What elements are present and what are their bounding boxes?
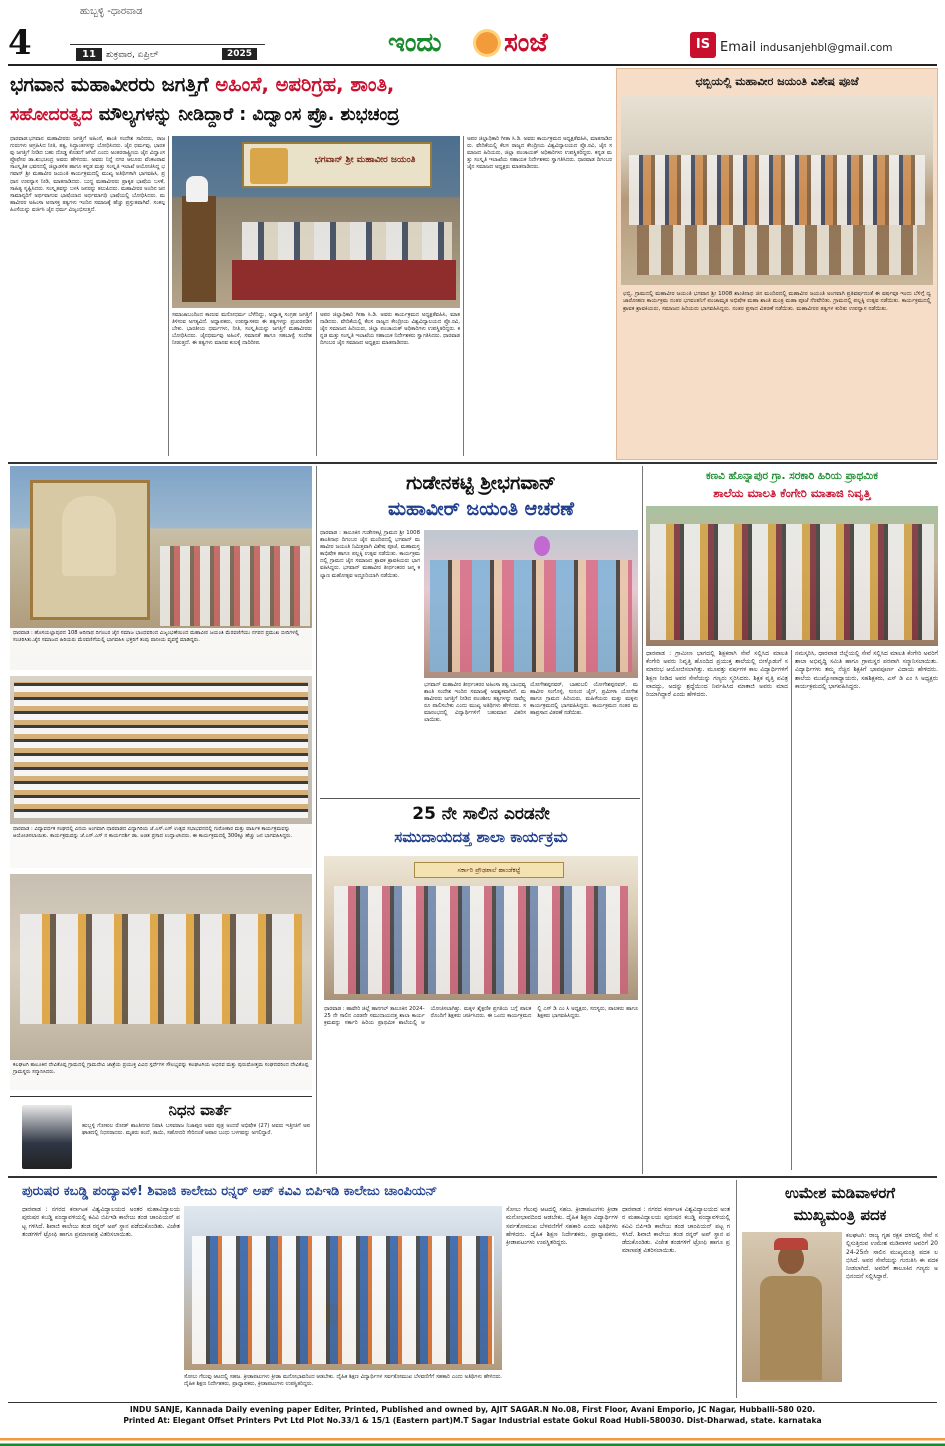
right-story-headline [646,468,938,502]
year: 2025 [222,48,257,60]
audience-rows [14,682,308,818]
table-cloth [232,260,456,300]
officer-cap [774,1238,808,1250]
tricolor-bar [0,1438,945,1446]
kabaddi-col-under-photo: ಸೋಲು ಗೆಲುವು ಆಟದಲ್ಲಿ ಸಹಜ. ಕ್ರೀಡಾಪಟುಗಳು ಕ್ರೀಡಾ ಮನೋಭಾವದಿಂದ ಆಡಬೇಕು. ದೈಹಿಕ ಶಿಕ್ಷಣ ವಿದ್ಯಾರ್ಥಿಗಳ ಸರ್ವತೋಮುಖ ಬೆಳವಣಿಗೆಗೆ ಸಹಕಾರಿ ಎಂದು ಅತಿಥಿಗಳು ಹೇಳಿದರು. ದೈಹಿಕ ಶಿಕ್ಷಣ ನಿರ್ದೇಶಕರು, ಪ್ರಾಧ್ಯಾಪಕರು, ಕ್ರೀಡಾಪಟುಗಳು ಉಪಸ್ಥಿತರಿದ್ದರು. [184,1374,502,1388]
medal-body: ಕಲಘಟಗಿ: ರಾಜ್ಯ ಗೃಹ ರಕ್ಷಕ ದಳದಲ್ಲಿ ಸೇವೆ ಸಲ್ಲಿಸುತ್ತಿರುವ ಉಮೇಶ ಮಡಿವಾಳರ ಅವರಿಗೆ 2024-25ನೇ ಸಾಲಿನ ಮುಖ್ಯಮಂತ್ರಿ ಪದಕ ಲಭಿಸಿದೆ. ಅವರ ಸೇವೆಯನ್ನು ಗುರುತಿಸಿ ಈ ಪದಕ ನೀಡಲಾಗಿದೆ. ಅವರಿಗೆ ತಾಲೂಕಿನ ಗಣ್ಯರು ಅಭಿನಂದನೆ ಸಲ್ಲಿಸಿದ್ದಾರೆ. [846,1232,938,1281]
right-story-col2: ನಮಸ್ಕರಿಸಿ, ಧಾರವಾಡ ಜಿಲ್ಲೆಯಲ್ಲಿ ಸೇವೆ ಸಲ್ಲಿಸಿದ ಮಾಲತಿ ಕೆಂಗೇರಿ ಅವರಿಗೆ ಶಾಲಾ ಅಭಿವೃದ್ಧಿ ಸಮಿತಿ ಹಾಗೂ ಗ್ರಾಮಸ್ಥರ ಪರವಾಗಿ ಸನ್ಮಾನಿಸಲಾಯಿತು. ವಿದ್ಯಾರ್ಥಿಗಳು ತಮ್ಮ ನೆಚ್ಚಿನ ಶಿಕ್ಷಕಿಗೆ ಭಾವಪೂರ್ಣ ವಿದಾಯ ಹೇಳಿದರು. ಶಾಲೆಯ ಮುಖ್ಯೋಪಾಧ್ಯಾಯರು, ಸಹಶಿಕ್ಷಕರು, ಎಸ್ ಡಿ ಎಂ ಸಿ ಅಧ್ಯಕ್ಷರು ಕಾರ್ಯಕ್ರಮದಲ್ಲಿ ಭಾಗವಹಿಸಿದ್ದರು. [795,650,938,690]
idol-icon [62,496,116,576]
crowd-row [629,155,925,225]
middle-headline-line2: ಮಹಾವೀರ್ ಜಯಂತಿ ಆಚರಣೆ [387,498,575,520]
page-number: 4 [8,23,32,63]
top-story-col3: ಅಪರ ಜಿಲ್ಲಾಧಿಕಾರಿ ಗೀತಾ ಸಿ.ಡಿ. ಅವರು ಕಾರ್ಯಕ್ರಮದ ಅಧ್ಯಕ್ಷತೆವಹಿಸಿ, ಮಾತನಾಡಿದರು. ವೇದಿಕೆಯಲ್ಲಿ ಕೆಲಸ ರಾಜ್ಯದ ಕೇಂದ್ರೀಯ ವಿಶ್ವವಿದ್ಯಾಲಯದ ಪ್ರೊ.ರವಿ, ಜೈನ ಸಮಾಜದ ಹಿರಿಯರು, ಜಿಲ್ಲಾ ಪಂಚಾಯತ್ ಅಧಿಕಾರಿಗಳು ಉಪಸ್ಥಿತರಿದ್ದರು. ಕನ್ನಡ ಮತ್ತು ಸಂಸ್ಕೃತಿ ಇಲಾಖೆಯ ಸಹಾಯಕ ನಿರ್ದೇಶಕರು ಸ್ವಾಗತಿಸಿದರು. ಧಾರವಾಡ ದಿಗಂಬರ ಜೈನ ಸಮಾಜದ ಅಧ್ಯಕ್ಷರು ಮಾತನಾಡಿದರು. [320,312,460,347]
imprint-rule [8,1402,937,1403]
top-story-headline [10,70,610,130]
col-divider [316,312,317,456]
logo-right: ಸಂಜೆ [504,28,548,58]
headline-line2-plain: ಮೌಲ್ಯಗಳನ್ನು ನೀಡಿದ್ದಾರೆ : ವಿದ್ವಾಂಸ ಪ್ರೊ. ಶುಭಚಂದ್ರ [92,105,400,125]
middle-story-col1: ಧಾರವಾಡ : ತಾಲೂಕಿನ ಗುಡೇನಕಟ್ಟಿ ಗ್ರಾಮದ ಶ್ರೀ 1008 ಶಾಂತಿನಾಥ ದಿಗಂಬರ ಜೈನ ಮಂದಿರದಲ್ಲಿ ಭಗವಾನ್ ಮಹಾವೀರ ಜಯಂತಿ ನಿಮಿತ್ತವಾಗಿ ವಿಶೇಷ ಪೂಜೆ, ಮಹಾಮಸ್ತಕಾಭಿಷೇಕ ಹಾಗೂ ಪಲ್ಲಕ್ಕಿ ಉತ್ಸವ ನಡೆಯಿತು. ಕಾರ್ಯಕ್ರಮದಲ್ಲಿ ಗ್ರಾಮದ ಜೈನ ಸಮಾಜದ ಶ್ರಾವಕ ಶ್ರಾವಕಿಯರು ಭಾಗವಹಿಸಿದ್ದರು. ಭಗವಾನ್ ಮಹಾವೀರ ತೀರ್ಥಂಕರರ ಜನ್ಮ ಕಲ್ಯಾಣ ಮಹೋತ್ಸವ ಅದ್ದೂರಿಯಾಗಿ ನಡೆಯಿತು. [320,530,420,579]
kabaddi-photo [184,1206,502,1370]
team-group [192,1236,494,1364]
honorees [20,914,302,1024]
side-top-box [616,68,938,460]
school-banner [414,862,564,878]
imprint-line1: INDU SANJE, Kannada Daily evening paper Editer, Printed, Published and owned by, AJIT SAGAR.N No.08, First Floor, Avani Emporio, JC Nagar, Hubballi-580 020. [129,1405,816,1414]
devotees [160,546,310,626]
middle-headline-line1: ಗುಡೇನಕಟ್ಟಿ ಶ್ರೀಭಗವಾನ್ [406,472,556,494]
masthead-bottom-rule [8,64,937,66]
retirement-group [650,524,934,640]
mahavira-portrait-icon [250,148,288,184]
day-month: ಶುಕ್ರವಾರ, ಏಪ್ರಿಲ್ [106,50,159,60]
middle-story-photo [424,530,638,678]
medal-headline-line1: ಉಮೇಶ ಮಡಿವಾಳರಗೆ [785,1184,895,1202]
side-top-body: ಛಬ್ಬಿ, ಗ್ರಾಮದಲ್ಲಿ ಮಹಾವೀರ ಜಯಂತಿ ಭಗವಾನ ಶ್ರೀ 1008 ಶಾಂತಿನಾಥ ಜಿನ ಮಂದಿರದಲ್ಲಿ ಮಹಾವೀರ ಜಯಂತಿ ಅಂಗವಾಗಿ ಪ್ರತಿವರ್ಷದಂತೆ ಈ ವರ್ಷವೂ ಇಂದು ಬೆಳಿಗ್ಗೆ ದ್ವಜಾರೋಹಣ ಕಾರ್ಯಕ್ರಮ ನಂತರ ಭಗವಂತನಿಗೆ ಪಂಚಾಮೃತ ಅಭಿಷೇಕ ಮಹಾ ಶಾಂತಿ ಮಂತ್ರ ಮಹಾ ಪೂಜೆ ನೆರವೇರಿತು. ಗ್ರಾಮದಲ್ಲಿ ಪಲ್ಲಕ್ಕಿ ಉತ್ಸವ ನಡೆಯಿತು. ಕಾರ್ಯಕ್ರಮದಲ್ಲಿ ಶ್ರಾವಕ ಶ್ರಾವಕಿಯರು, ಸಮಾಜದ ಹಿರಿಯರು ಭಾಗವಹಿಸಿದ್ದರು. ನಂತರ ಪ್ರಸಾದ ವಿತರಣೆ ನಡೆಯಿತು. ಮಹಾವೀರರ ತತ್ವಗಳ ಕುರಿತು ಉಪನ್ಯಾಸ ನಡೆಯಿತು. [623,291,931,312]
imprint-line2: Printed At: Elegant Offset Printers Pvt Ltd Plot No.33/1 & 15/1 (Eastern part)M.T Sagar Industrial estate Gokul Road Hubli-580030. Dist-Dharwad, state. karnataka [123,1416,822,1425]
school-banner-text: ಸರ್ಕಾರಿ ಪ್ರೌಢಶಾಲೆ ಹಾಂಡೆಕಟ್ಟೆ [457,866,521,874]
right-headline-line2: ಶಾಲೆಯ ಮಾಲತಿ ಕೆಂಗೇರಿ ಮಾತಾಜಿ ನಿವೃತ್ತಿ [713,486,871,500]
top-story-col1: ಧಾರವಾಡ:ಭಗವಾನ ಮಹಾವೀರರು ಜಗತ್ತಿಗೆ ಅಹಿಂಸೆ, ಶಾಂತಿ ಸಂದೇಶ ಸಾರಿದರು, ರಾಜಗುರುಗಳು ಆಗ್ರಹಿಸಿದ ನೀತಿ, ತತ್ವ, ಸಿದ್ಧಾಂತಗಳನ್ನು ಬೋಧಿಸಿದರು. ಜೈನ ಧರ್ಮವು, ಭಾರತವು ಜಗತ್ತಿಗೆ ನೀಡಿದ ಬಹು ದೊಡ್ಡ ಕೊಡುಗೆ ಆಗಿದೆ ಎಂದು ಅಂತರರಾಷ್ಟ್ರೀಯ ಜೈನ ವಿದ್ವಾಂಸ ಪ್ರೊಫೆಸರ ಡಾ.ಶುಭಚಂದ್ರ ಅವರು ಹೇಳಿದರು. ಅವರು ನಿನ್ನೆ ನಗರ ಆಲೂರು ವೆಂಕಟರಾವ ಸಾಂಸ್ಕೃತಿಕ ಭವನದಲ್ಲಿ ಜಿಲ್ಲಾಡಳಿತ ಹಾಗೂ ಕನ್ನಡ ಮತ್ತು ಸಂಸ್ಕೃತಿ ಇಲಾಖೆ ಆಯೋಜಿಸಿದ್ದ ಭಗವಾನ್ ಶ್ರೀ ಮಹಾವೀರ ಜಯಂತಿ ಕಾರ್ಯಕ್ರಮದಲ್ಲಿ ಮುಖ್ಯ ಅತಿಥಿಗಳಾಗಿ ಭಾಗವಹಿಸಿ, ಪ್ರಧಾನ ಉಪನ್ಯಾಸ ನೀಡಿ, ಮಾತನಾಡಿದರು. ಬುದ್ಧ ಮಹಾವೀರರು ಪ್ರಾಕೃತ ಭಾಷೆಯ ಬಳಕೆ, ಸಾಹಿತ್ಯ ಸೃಷ್ಟಿಸಿದರು. ಸಂಸ್ಕೃತವನ್ನು ಬಳಸಿ ಜನರನ್ನು ತಲುಪಿದರು. ಮಹಾವೀರರ ಅಂದಿನ ಜನಸಾಮಾನ್ಯರಿಗೆ ಅರ್ಥವಾಗುವ ಭಾಷೆಯಾದ ಅರ್ಧಮಾಗಧಿ ಭಾಷೆಯಲ್ಲಿ ಬೋಧಿಸಿದರು. ಮಹಾವೀರರ ಅಹಿಂಸಾ ಅನಾಸಕ್ತ ತತ್ವಗಳು ಇಂದಿನ ಸಮಾಜಕ್ಕೆ ಹೆಚ್ಚು ಪ್ರಸ್ತುತವಾಗಿವೆ. ಸಂಕಲ್ಪ ಹಿಂಸೆಯನ್ನು ವರ್ಜಿಸಿ ಜೈನ ಧರ್ಮ ವಿಜೃಂಭಿಸುತ್ತದೆ. [10,136,165,213]
sun-icon [476,32,498,54]
top-story-col2: ಸಮಾಜಾಬಂದಿಂದ ಕಾಣುವ ಮನೋಧರ್ಮ ಬೆಳೆದಿದ್ದು, ಅಧ್ಯಾತ್ಮ ಸಂಗ್ರಹ ಜಗತ್ತಿಗೆ ತಿಳಿಸುವ ಅಗತ್ಯವಿದೆ. ಅಧ್ಯಾಪಕರು, ಉಪನ್ಯಾಸಕರು ಈ ತತ್ವಗಳನ್ನು ಪ್ರಚುರಪಡಿಸಬೇಕು. ಭಾರತೀಯ ಧರ್ಮಗಳು, ನೀತಿ, ಸಂಸ್ಕೃತಿಯನ್ನು ಜಗತ್ತಿಗೆ ಮಹಾವೀರರು ಬೋಧಿಸಿದರು. ಜೈನಧರ್ಮವು ಅಹಿಂಸೆ, ಸಮಾನತೆ ಹಾಗೂ ಸಹಬಾಳ್ವೆ ಸಂದೇಶ ನೀಡುತ್ತದೆ. ಈ ತತ್ವಗಳು ಮಾನವ ಕುಲಕ್ಕೆ ದಾರಿದೀಪ. [172,312,312,347]
logo [388,26,628,62]
masthead-rule [70,44,265,45]
stage-banner-text: ಭಗವಾನ್ ಶ್ರೀ ಮಹಾವೀರ ಜಯಂತಿ [314,155,416,165]
medal-headline [742,1182,938,1226]
top-story-photo [172,136,460,308]
kabaddi-col1: ಧಾರವಾಡ : ನಗರದ ಕರ್ನಾಟಕ ವಿಶ್ವವಿದ್ಯಾಲಯದ ಅಂತರ ಮಹಾವಿದ್ಯಾಲಯ ಪುರುಷರ ಕಬಡ್ಡಿ ಪಂದ್ಯಾವಳಿಯಲ್ಲಿ ಕವಿವಿ ಬಿಪಿಇಡಿ ಕಾಲೇಜು ತಂಡ ಚಾಂಪಿಯನ್ ಪಟ್ಟ ಗಳಿಸಿದೆ. ಶಿವಾಜಿ ಕಾಲೇಜು ತಂಡ ರನ್ನರ್ ಅಪ್ ಸ್ಥಾನ ಪಡೆದುಕೊಂಡಿತು. ವಿಜೇತ ತಂಡಗಳಿಗೆ ಟ್ರೋಫಿ ಹಾಗೂ ಪ್ರಮಾಣಪತ್ರ ವಿತರಿಸಲಾಯಿತು. [22,1206,180,1238]
obituary-portrait [22,1105,72,1169]
right-headline-line1: ಕಣವಿ ಹೊನ್ನಾಪುರ ಗ್ರಾ. ಸರಕಾರಿ ಹಿರಿಯ ಪ್ರಾಥಮಿಕ [705,470,879,482]
headline-line1-red: ಅಹಿಂಸೆ, ಅಪರಿಗ್ರಹ, ಶಾಂತಿ, [215,73,395,96]
date-number: 11 [76,48,102,61]
section-rule [8,462,937,464]
is-logo-icon: IS [690,32,716,58]
school-headline-line2: ಸಮುದಾಯದತ್ತ ಶಾಲಾ ಕಾರ್ಯಕ್ರಮ [394,828,568,846]
procession-photo [10,466,312,670]
col-divider [168,136,169,456]
podium [182,196,216,302]
kabaddi-col3: ಧಾರವಾಡ : ನಗರದ ಕರ್ನಾಟಕ ವಿಶ್ವವಿದ್ಯಾಲಯದ ಅಂತರ ಮಹಾವಿದ್ಯಾಲಯ ಪುರುಷರ ಕಬಡ್ಡಿ ಪಂದ್ಯಾವಳಿಯಲ್ಲಿ ಕವಿವಿ ಬಿಪಿಇಡಿ ಕಾಲೇಜು ತಂಡ ಚಾಂಪಿಯನ್ ಪಟ್ಟ ಗಳಿಸಿದೆ. ಶಿವಾಜಿ ಕಾಲೇಜು ತಂಡ ರನ್ನರ್ ಅಪ್ ಸ್ಥಾನ ಪಡೆದುಕೊಂಡಿತು. ವಿಜೇತ ತಂಡಗಳಿಗೆ ಟ್ರೋಫಿ ಹಾಗೂ ಪ್ರಮಾಣಪತ್ರ ವಿತರಿಸಲಾಯಿತು. [622,1206,730,1255]
col-divider [316,466,317,1174]
medal-headline-line2: ಮುಖ್ಯಮಂತ್ರಿ ಪದಕ [793,1206,887,1224]
school-headline-line1: 25 ನೇ ಸಾಲಿನ ಎರಡನೇ [412,804,550,824]
masthead [0,0,945,64]
audience-caption: ಧಾರವಾಡ : ವಿದ್ಯಾವರ್ಧಕ ಸಂಘದಲ್ಲಿ ವಿನಯ ಅಂಗವಾಗಿ ಧಾರವಾಡದ ವಿದ್ಯಾಗಿರಿಯ ಜೆ.ಎಸ್.ಎಸ್ ಉತ್ಸವ ಸಭಾಭವನದಲ್ಲಿ ಗುರೋಕಾರ ಮತ್ತು ವಾರ್ಷಿಕ ಕಾರ್ಯಕ್ರಮವನ್ನು ಆಯೋಜಿಸಲಾಯಿತು. ಕಾರ್ಯಕ್ರಮವನ್ನು ಜೆ.ಎಸ್.ಎಸ್ ನ ಕಾರ್ಯದರ್ಶಿ ಡಾ. ಅಜಿತ ಪ್ರಸಾದ ಉದ್ಘಾಟಿಸಿದರು. ಈ ಕಾರ್ಯಕ್ರಮದಲ್ಲಿ 300ಕ್ಕೂ ಹೆಚ್ಚು ಜನ ಭಾಗವಹಿಸಿದ್ದರು. [10,824,312,868]
imprint [8,1404,937,1438]
obituary-headline: ನಿಧನ ವಾರ್ತೆ [168,1101,232,1119]
felicitation-caption: ಕಲಘಟಗಿ ತಾಲೂಕಿನ ದೇವಿಕೊಪ್ಪ ಗ್ರಾಮದಲ್ಲಿ ಗ್ರಾಮದೇವಿ ಜಾತ್ರೆಯ ಪ್ರಯುಕ್ತ ವಿವಿಧ ಸ್ಪರ್ಧೆಗಳ ಸೌಲಭ್ಯವನ್ನು ಕಲಘಟಗಿಯ ಅಭಿನವ ಮತ್ತು ಪುರುಷೋತ್ತಮ ಸಂಘದವರಿಂದ ದೇವಿಕೊಪ್ಪ ಗ್ರಾಮಸ್ಥರು ಸನ್ಮಾನಿಸಿದರು. [10,1060,312,1090]
side-top-photo [621,95,933,285]
audience-photo [10,676,312,868]
col-divider [791,650,792,1170]
right-story-col1: ಧಾರವಾಡ : ಗ್ರಾಮೀಣ ಭಾಗದಲ್ಲಿ ಶಿಕ್ಷಕರಾಗಿ ಸೇವೆ ಸಲ್ಲಿಸಿದ ಮಾಲತಿ ಕೆಂಗೇರಿ ಅವರು ನಿವೃತ್ತಿ ಹೊಂದಿದ ಪ್ರಯುಕ್ತ ಶಾಲೆಯಲ್ಲಿ ಬೀಳ್ಕೊಡುಗೆ ಸಮಾರಂಭ ಆಯೋಜಿಸಲಾಗಿತ್ತು. ಮೂವತ್ತು ವರ್ಷಗಳ ಕಾಲ ವಿದ್ಯಾರ್ಥಿಗಳಿಗೆ ಶಿಕ್ಷಣ ನೀಡಿದ ಅವರ ಸೇವೆಯನ್ನು ಗಣ್ಯರು ಸ್ಮರಿಸಿದರು. ಶಿಕ್ಷಕ ವೃತ್ತಿ ಪವಿತ್ರವಾದದ್ದು, ಅದನ್ನು ಶ್ರದ್ಧೆಯಿಂದ ನಿರ್ವಹಿಸಿದ ಮಾತಾಜಿ ಅವರು ಮಾದರಿಯಾಗಿದ್ದಾರೆ ಎಂದು ಹೇಳಿದರು. [646,650,788,699]
col-divider [642,466,643,1174]
email-label: Email [720,40,757,55]
medal-photo [742,1232,842,1382]
logo-left: ಇಂದು [388,28,442,58]
col-divider [463,136,464,456]
procession-caption: ಧಾರವಾಡ : ಹೊಸಯಲ್ಲಾಪುರದ 108 ಆದಿನಾಥ ದಿಗಂಬರ ಜೈನ ಸಮಾಜ ಭಾಂಧವರಿಂದ ವಿಜೃಂಭಣೆಯಿಂದ ಮಹಾವೀರ ಜಯಂತಿ ಮೆರವಣಿಗೆಯು ನಗರದ ಪ್ರಮುಖ ಬೀದಿಗಳಲ್ಲಿ ಸಂಚರಿಸಿತು.ಜೈನ ಸಮಾಜದ ಹಿರಿಯರು ಮೆರವಣಿಗೆಯಲ್ಲಿ ಭಾಗವಹಿಸಿ ಭಕ್ತರಿಗೆ ತಂಪು ಪಾನೀಯ ವ್ಯವಸ್ಥೆ ಮಾಡಿದ್ದರು. [10,628,312,670]
school-story-body: ಧಾರವಾಡ : ಹಾವೇರಿ ಜಿಲ್ಲೆ ಹಾನಗಲ್ ತಾಲೂಕಿನ 2024-25 ನೇ ಸಾಲಿನ ಎರಡನೇ ಸಮುದಾಯದತ್ತ ಶಾಲಾ ಕಾರ್ಯಕ್ರಮವನ್ನು ಸರ್ಕಾರಿ ಹಿರಿಯ ಪ್ರಾಥಮಿಕ ಶಾಲೆಯಲ್ಲಿ ಆಯೋಜಿಸಲಾಗಿತ್ತು. ಮಕ್ಕಳ ಶೈಕ್ಷಣಿಕ ಪ್ರಗತಿಯ ಬಗ್ಗೆ ಪಾಲಕರೊಂದಿಗೆ ಶಿಕ್ಷಕರು ಚರ್ಚಿಸಿದರು. ಈ ಒಂದು ಕಾರ್ಯಕ್ರಮದಲ್ಲಿ ಎಸ್ ಡಿ ಎಂ ಸಿ ಅಧ್ಯಕ್ಷರು, ಸದಸ್ಯರು, ಪಾಲಕರು ಹಾಗೂ ಶಿಕ್ಷಕರು ಭಾಗವಹಿಸಿದ್ದರು. [324,1006,638,1027]
school-story-headline [320,802,642,848]
officer-uniform [760,1276,822,1380]
school-group [334,886,628,994]
stage-banner [242,142,432,188]
right-story-photo [646,506,938,646]
edition-line: ಹುಬ್ಬಳ್ಳಿ -ಧಾರವಾಡ [80,6,143,17]
seated-row [637,225,917,275]
obituary-body: ಹುಬ್ಬಳ್ಳಿ ಗೋಕುಲ ರೋಡ್ ಶಾಂತಿನಗರ ನಿವಾಸಿ ಬಸವರಾಜ ನಿಜಾಪುರ ಅವರ ಪುತ್ರ ಅಂದರೆ ಅಭಿಷೇಕ (27) ಅವರು ಇತ್ತೀಚಿಗೆ ಅಪಘಾತದಲ್ಲಿ ನಿಧನರಾದರು. ಮೃತರು ತಂದೆ, ತಾಯಿ, ಸಹೋದರಿ ಸೇರಿದಂತೆ ಅಪಾರ ಬಂಧು ಬಳಗವನ್ನು ಅಗಲಿದ್ದಾರೆ. [82,1123,310,1137]
headline-line2-red: ಸಹೋದರತ್ವದ [10,105,93,125]
middle-story-col2: ಭಗವಾನ್ ಮಹಾವೀರ ತೀರ್ಥಂಕರರ ಅಹಿಂಸಾ ತತ್ವ ಬಾಂಧವ್ಯ ಶಾಂತಿ ಸಂದೇಶ ಇಂದಿನ ಸಮಾಜಕ್ಕೆ ಅವಶ್ಯಕವಾಗಿದೆ. ಮಹಾವೀರರು ಜಗತ್ತಿಗೆ ನೀಡಿದ ಪಂಚಶೀಲ ತತ್ವಗಳನ್ನು ನಾವೆಲ್ಲರೂ ಪಾಲಿಸಬೇಕು ಎಂದು ಮುಖ್ಯ ಅತಿಥಿಗಳು ಹೇಳಿದರು. ಸಮಾರಂಭದಲ್ಲಿ ವಿದ್ಯಾರ್ಥಿಗಳಿಗೆ ಬಹುಮಾನ ವಿತರಿಸಲಾಯಿತು. [424,682,526,724]
headline-line1-plain: ಭಗವಾನ ಮಹಾವೀರರು ಜಗತ್ತಿಗೆ [10,73,216,96]
kabaddi-col2: ಸೋಲು ಗೆಲುವು ಆಟದಲ್ಲಿ ಸಹಜ. ಕ್ರೀಡಾಪಟುಗಳು ಕ್ರೀಡಾ ಮನೋಭಾವದಿಂದ ಆಡಬೇಕು. ದೈಹಿಕ ಶಿಕ್ಷಣ ವಿದ್ಯಾರ್ಥಿಗಳ ಸರ್ವತೋಮುಖ ಬೆಳವಣಿಗೆಗೆ ಸಹಕಾರಿ ಎಂದು ಅತಿಥಿಗಳು ಹೇಳಿದರು. ದೈಹಿಕ ಶಿಕ್ಷಣ ನಿರ್ದೇಶಕರು, ಪ್ರಾಧ್ಯಾಪಕರು, ಕ್ರೀಡಾಪಟುಗಳು ಉಪಸ್ಥಿತರಿದ್ದರು. [506,1206,618,1247]
obituary-box [10,1096,312,1172]
middle-story-col3: ಯೋಗೇಶಪ್ಪನವರ್, ಬಾಹುಬಲಿ ಯೋಗೇಶಪ್ಪನವರ್, ಮಹಾವೀರ ಸಂಗೊಳ್ಳಿ, ಸುನಂದ ಜೈನ್, ಪ್ರಮೀಳಾ ಯೋಗೇಶ ಹಾಗೂ ಗ್ರಾಮದ ಹಿರಿಯರು, ಮಹಿಳೆಯರು ಮತ್ತು ಮಕ್ಕಳು ಕಾರ್ಯಕ್ರಮದಲ್ಲಿ ಭಾಗವಹಿಸಿದ್ದರು. ಕಾರ್ಯಕ್ರಮದ ನಂತರ ಮಹಾಪ್ರಸಾದ ವಿತರಣೆ ನಡೆಯಿತು. [530,682,638,717]
balloon-icon [534,536,550,556]
school-story-photo [324,856,638,1000]
col-divider [736,1180,737,1398]
kabaddi-headline: ಪುರುಷರ ಕಬಡ್ಡಿ ಪಂದ್ಯಾವಳಿ! ಶಿವಾಜಿ ಕಾಲೇಜು ರನ್ನರ್ ಅಪ್ ಕವಿವಿ ಬಿಪಿಇಡಿ ಕಾಲೇಜು ಚಾಂಪಿಯನ್ [22,1184,438,1199]
side-top-headline: ಛಬ್ಬಿಯಲ್ಲಿ ಮಹಾವೀರ ಜಯಂತಿ ವಿಶೇಷ ಪೂಜೆ [695,75,859,88]
section-rule [320,798,640,799]
section-rule [8,1176,937,1178]
top-story-col4: ಅಪರ ಜಿಲ್ಲಾಧಿಕಾರಿ ಗೀತಾ ಸಿ.ಡಿ. ಅವರು ಕಾರ್ಯಕ್ರಮದ ಅಧ್ಯಕ್ಷತೆವಹಿಸಿ, ಮಾತನಾಡಿದರು. ವೇದಿಕೆಯಲ್ಲಿ ಕೆಲಸ ರಾಜ್ಯದ ಕೇಂದ್ರೀಯ ವಿಶ್ವವಿದ್ಯಾಲಯದ ಪ್ರೊ.ರವಿ, ಜೈನ ಸಮಾಜದ ಹಿರಿಯರು, ಜಿಲ್ಲಾ ಪಂಚಾಯತ್ ಅಧಿಕಾರಿಗಳು ಉಪಸ್ಥಿತರಿದ್ದರು. ಕನ್ನಡ ಮತ್ತು ಸಂಸ್ಕೃತಿ ಇಲಾಖೆಯ ಸಹಾಯಕ ನಿರ್ದೇಶಕರು ಸ್ವಾಗತಿಸಿದರು. ಧಾರವಾಡ ದಿಗಂಬರ ಜೈನ ಸಮಾಜದ ಅಧ್ಯಕ್ಷರು ಮಾತನಾಡಿದರು. [467,136,612,171]
felicitation-photo [10,874,312,1090]
dignitaries-row [242,222,452,262]
email-address: indusanjehbl@gmail.com [760,42,893,54]
girls-group [430,560,632,672]
middle-story-headline [320,470,642,522]
speaker-figure [186,176,208,202]
